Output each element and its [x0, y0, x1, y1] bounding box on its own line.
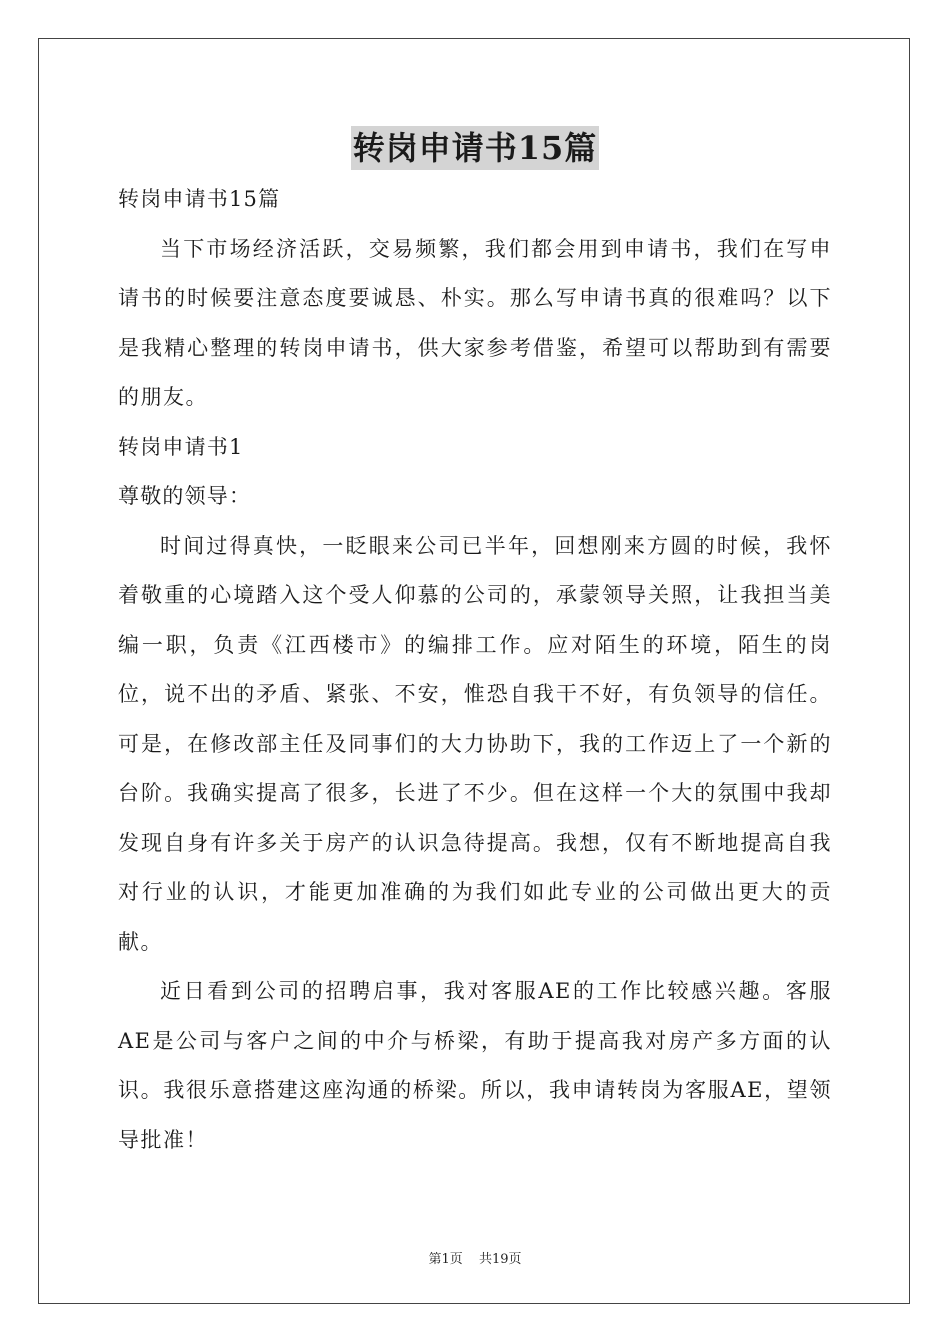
document-title: 转岗申请书15篇 — [351, 126, 600, 170]
document-body — [118, 175, 832, 1165]
page-number: 第1页 — [428, 1252, 463, 1267]
page-total: 共19页 — [478, 1252, 522, 1267]
page-footer — [0, 1248, 950, 1267]
body-paragraph: 近日看到公司的招聘启事，我对客服AE的工作比较感兴趣。客服AE是公司与客户之间的中介与桥梁，有助于提高我对房产多方面的认识。我很乐意搭建这座沟通的桥梁。所以，我申请转岗为客服AE，望领导批准！ — [118, 979, 832, 1152]
body-paragraph: 时间过得真快，一眨眼来公司已半年，回想刚来方圆的时候，我怀着敬重的心境踏入这个受人仰慕的公司的，承蒙领导关照，让我担当美编一职，负责《江西楼市》的编排工作。应对陌生的环境，陌生的岗位，说不出的矛盾、紧张、不安，惟恐自我干不好，有负领导的信任。可是，在修改部主任及同事们的大力协助下，我的工作迈上了一个新的台阶。我确实提高了很多，长进了不少。但在这样一个大的氛围中我却发现自身有许多关于房产的认识急待提高。我想，仅有不断地提高自我对行业的认识，才能更加准确的为我们如此专业的公司做出更大的贡献。 — [118, 533, 832, 954]
title-container — [0, 126, 950, 170]
salutation: 尊敬的领导： — [118, 484, 252, 508]
section-heading: 转岗申请书1 — [118, 434, 244, 459]
intro-paragraph: 当下市场经济活跃，交易频繁，我们都会用到申请书，我们在写申请书的时候要注意态度要诚恳、朴实。那么写申请书真的很难吗？以下是我精心整理的转岗申请书，供大家参考借鉴，希望可以帮助到有需要的朋友。 — [118, 236, 832, 409]
document-subtitle: 转岗申请书15篇 — [118, 187, 281, 211]
